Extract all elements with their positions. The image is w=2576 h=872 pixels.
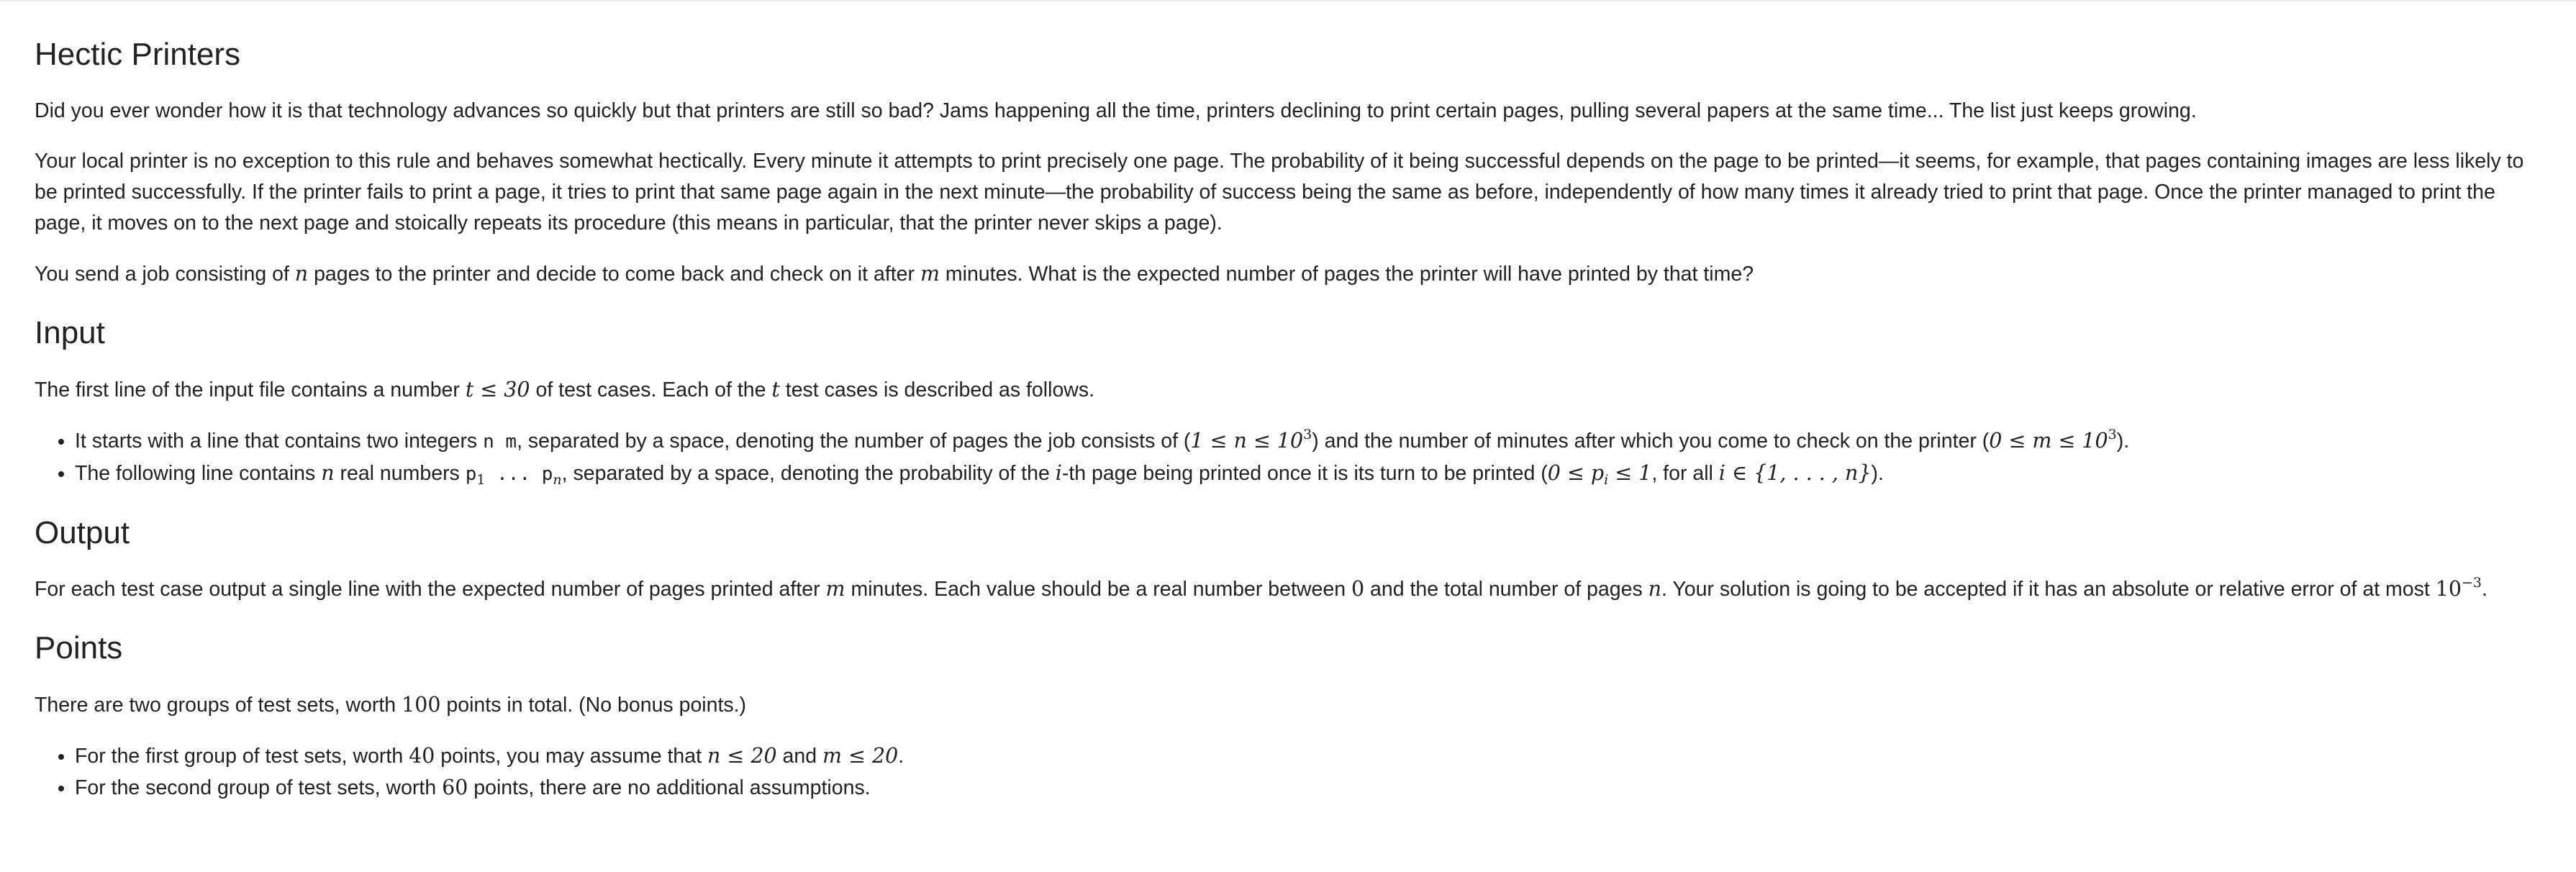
points-heading: Points [35,630,123,666]
math-expression: ≤ 1 [1608,460,1652,485]
math-expression: 1 ≤ n ≤ 10 [1190,428,1304,453]
text: and [776,745,822,768]
input-heading: Input [35,314,105,350]
text: For the first group of test sets, worth [75,745,409,768]
text: and the total number of pages [1364,578,1648,601]
math-subscript: 1 [476,471,486,488]
math-variable: n [1648,577,1661,601]
math-subscript: n [553,471,562,488]
text: There are two groups of test sets, worth [35,694,402,717]
intro-paragraph-1: Did you ever wonder how it is that technology advances so quickly but that printers are still so bad? Jams happening all the time, printers declining to print certain pages, pulling several papers at the same time... The list just keeps growing. [35,99,2197,122]
math-number: 60 [442,776,468,800]
text: For each test case output a single line with the expected number of pages printed after [35,578,826,601]
input-list [35,425,2541,490]
text: The first line of the input file contains a number [35,378,466,401]
text: points, you may assume that [435,745,707,768]
text: points in total. (No bonus points.) [440,694,747,717]
text: , for all [1651,461,1719,485]
points-paragraph [35,689,2541,721]
math-exponent: 3 [1303,426,1312,442]
math-exponent: −3 [2461,575,2482,591]
math-number: 100 [402,693,441,717]
text: of test cases. Each of the [530,378,772,401]
text: minutes. What is the expected number of pages the printer will have printed by that time? [939,262,1754,286]
text: . [2482,578,2487,601]
text: ). [1871,461,1884,485]
math-expression: m ≤ 20 [822,744,899,768]
intro-paragraph-3 [35,258,2541,290]
list-item [75,772,2541,804]
intro-paragraph-2: Your local printer is no exception to this rule and behaves somewhat hectically. Every minute it attempts to print precisely one page. The probability of it being successful depends on the page to be printed—it seems, for example, that pages containing images are less likely to be printed successfully. If the printer fails to print a page, it tries to print that same page again in the next minute—the probability of success being the same as before, independently of how many times it already tried to print that page. Once the printer managed to print the page, it moves on to the next page and stoically repeats its procedure (this means in particular, that the printer never skips a page). [35,149,2524,235]
math-variable: i [1055,460,1062,485]
text: real numbers [334,461,466,485]
math-variable: n [321,460,335,485]
text: -th page being printed once it is its turn to be printed ( [1061,461,1548,485]
text: For the second group of test sets, worth [75,776,443,800]
list-item [75,425,2541,458]
math-number: 40 [409,744,435,768]
math-expression: t ≤ 30 [465,377,530,401]
text: , separated by a space, denoting the number of pages the job consists of ( [517,429,1191,453]
code-snippet: n m [483,430,517,453]
math-variable: n [294,261,309,286]
math-variable: m [920,261,940,286]
math-expression: 0 ≤ m ≤ 10 [1989,428,2108,453]
math-expression: 0 ≤ p [1547,460,1605,485]
text: test cases is described as follows. [779,378,1095,401]
math-number: 10 [2435,577,2462,601]
input-paragraph [35,374,2541,406]
text: points, there are no additional assumptions. [468,776,871,800]
code-snippet: p [465,463,477,485]
problem-statement [0,1,2576,804]
text: The following line contains [75,461,322,485]
text: You send a job consisting of [35,262,295,286]
list-item [75,458,2541,490]
text: It starts with a line that contains two integers [75,429,484,453]
code-snippet: p [541,463,553,485]
text: minutes. Each value should be a real number between [845,578,1351,601]
math-expression: n ≤ 20 [707,744,777,768]
page-title: Hectic Printers [35,37,241,72]
math-expression: i ∈ {1, . . . , n} [1718,460,1872,485]
math-variable: m [825,577,845,601]
text: . Your solution is going to be accepted if it has an absolute or relative error of at most [1661,578,2436,601]
output-heading: Output [35,514,130,550]
code-snippet: ... [485,463,542,485]
math-number: 0 [1351,577,1365,601]
math-variable: t [771,377,780,401]
text: ). [2116,429,2130,453]
text: , separated by a space, denoting the probability of the [561,461,1056,485]
text: pages to the printer and decide to come back and check on it after [308,262,920,286]
points-list [35,740,2541,804]
list-item [75,740,2541,772]
math-exponent: 3 [2108,426,2117,442]
output-paragraph [35,573,2541,605]
text: ) and the number of minutes after which you come to check on the printer ( [1312,429,1990,453]
text: . [898,745,904,768]
math-subscript: i [1604,471,1609,488]
